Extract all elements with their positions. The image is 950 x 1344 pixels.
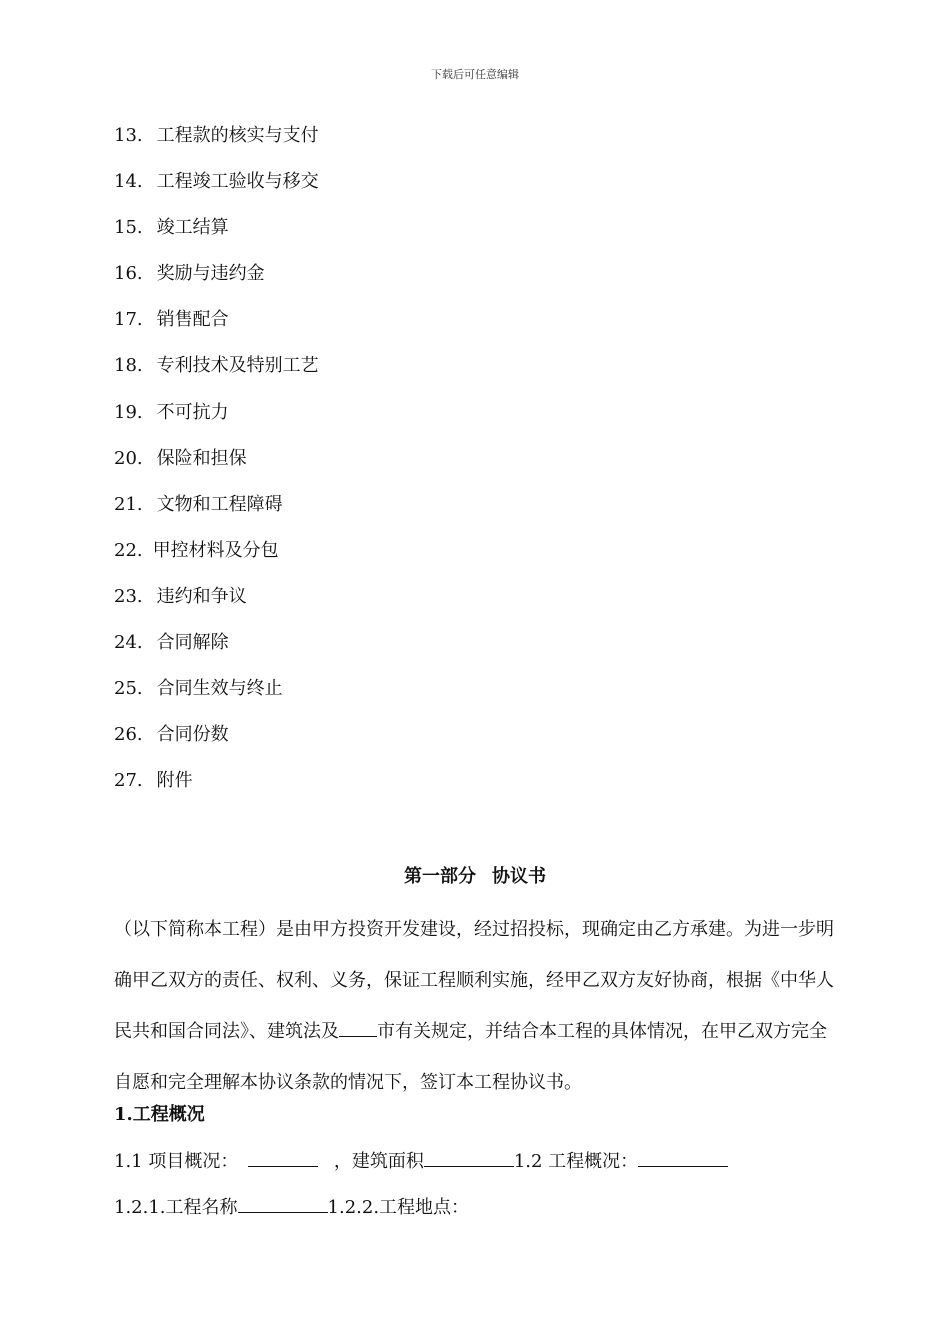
toc-number: 20. (114, 447, 143, 469)
project-name-label: 1.2.1.工程名称 (114, 1197, 238, 1218)
toc-item (114, 767, 319, 813)
toc-text: 不可抗力 (156, 401, 229, 423)
toc-text: 附件 (156, 770, 193, 792)
toc-item (114, 352, 319, 398)
toc-number: 26. (114, 724, 143, 746)
part-title-a: 第一部分 (404, 866, 476, 887)
toc-item (114, 537, 319, 583)
toc-text: 奖励与违约金 (156, 263, 265, 285)
toc-number: 22. (114, 539, 143, 561)
toc-number: 18. (114, 355, 143, 377)
toc-number: 23. (114, 585, 143, 607)
intro-text-before: （以下简称本工程）是由甲方投资开发建设，经过招投标，现确定由乙方承建。为进一步明确甲乙双方的责任、权利、义务，保证工程顺利实施，经甲乙双方友好协商，根据《中华人民共和国合同法》、建筑法及 (114, 919, 834, 1042)
project-overview-blank (248, 1150, 318, 1167)
toc-item (114, 399, 319, 445)
toc-number: 21. (114, 493, 143, 515)
project-overview-label: 1.1 项目概况： (114, 1151, 239, 1172)
toc-text: 工程款的核实与支付 (156, 125, 319, 146)
area-blank (424, 1150, 514, 1167)
city-blank (339, 1018, 377, 1037)
toc-text: 保险和担保 (156, 447, 247, 469)
toc-item (114, 168, 319, 214)
toc-text: 违约和争议 (156, 585, 247, 607)
project-overview-line (114, 1147, 728, 1173)
project-name-line (114, 1193, 469, 1219)
toc-number: 25. (114, 678, 143, 700)
toc-number: 15. (114, 217, 143, 239)
toc-number: 27. (114, 770, 143, 792)
toc-text: 合同解除 (156, 632, 229, 654)
intro-text-after: 市有关规定，并结合本工程的具体情况，在甲乙双方完全自愿和完全理解本协议条款的情况下，签订本工程协议书。 (114, 1021, 827, 1093)
engineering-overview-blank (638, 1150, 728, 1167)
toc-item (114, 122, 319, 168)
section-heading: 1.工程概况 (114, 1104, 205, 1125)
toc-text: 专利技术及特别工艺 (156, 355, 319, 377)
toc-text: 工程竣工验收与移交 (156, 171, 319, 193)
page-header: 下载后可任意编辑 (431, 68, 519, 81)
intro-paragraph (114, 904, 838, 1108)
toc-text: 销售配合 (156, 309, 229, 331)
area-label: ，建筑面积 (333, 1151, 424, 1172)
toc-text: 合同份数 (156, 724, 229, 746)
engineering-overview-label: 1.2 工程概况： (513, 1151, 639, 1172)
toc-item (114, 260, 319, 306)
toc-text: 文物和工程障碍 (156, 493, 283, 515)
toc-list (114, 122, 319, 813)
toc-text: 合同生效与终止 (156, 678, 283, 700)
toc-item (114, 214, 319, 260)
toc-number: 24. (114, 632, 143, 654)
toc-item (114, 583, 319, 629)
toc-number: 14. (114, 171, 143, 193)
toc-item (114, 491, 319, 537)
part-title-b: 协议书 (492, 866, 546, 887)
toc-item (114, 629, 319, 675)
toc-item (114, 306, 319, 352)
toc-item (114, 445, 319, 491)
toc-item (114, 675, 319, 721)
toc-text: 竣工结算 (156, 217, 229, 239)
project-name-blank (238, 1196, 328, 1213)
toc-text: 甲控材料及分包 (152, 539, 279, 561)
toc-number: 16. (114, 263, 143, 285)
toc-item (114, 721, 319, 767)
part-title (0, 862, 950, 888)
toc-number: 19. (114, 401, 143, 423)
project-location-label: 1.2.2.工程地点： (327, 1197, 470, 1218)
toc-number: 17. (114, 309, 143, 331)
toc-number: 13. (114, 125, 143, 146)
